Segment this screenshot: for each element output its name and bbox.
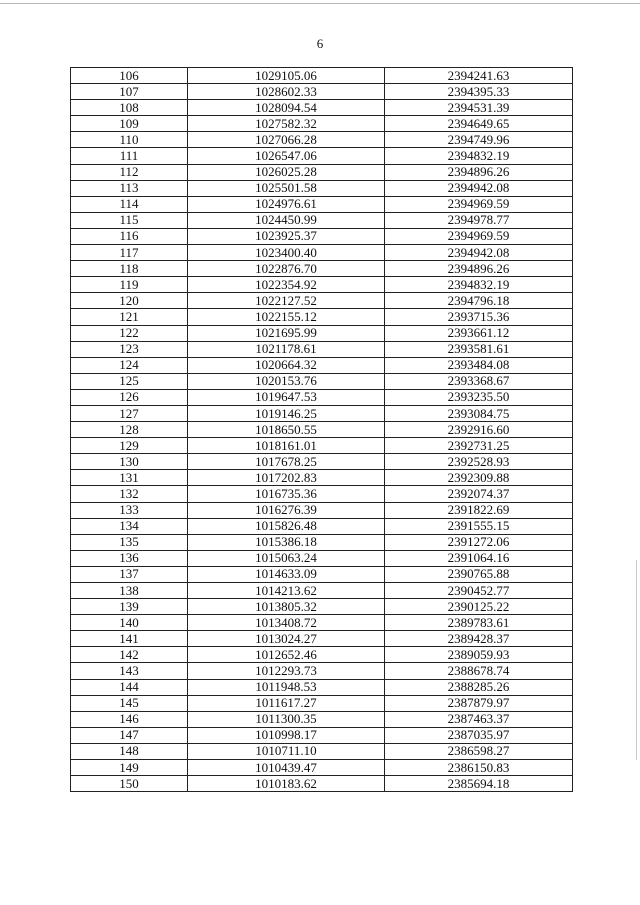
x-coordinate-cell: 1027066.28 — [188, 132, 385, 148]
table-row — [71, 679, 573, 695]
x-coordinate-cell: 1011300.35 — [188, 711, 385, 727]
point-number-cell: 147 — [71, 727, 188, 743]
table-row — [71, 100, 573, 116]
point-number-cell: 132 — [71, 486, 188, 502]
point-number-cell: 108 — [71, 100, 188, 116]
y-coordinate-cell: 2393715.36 — [385, 309, 573, 325]
table-row — [71, 518, 573, 534]
point-number-cell: 109 — [71, 116, 188, 132]
table-row — [71, 470, 573, 486]
table-row — [71, 486, 573, 502]
table-row — [71, 711, 573, 727]
point-number-cell: 135 — [71, 534, 188, 550]
y-coordinate-cell: 2390452.77 — [385, 583, 573, 599]
y-coordinate-cell: 2391555.15 — [385, 518, 573, 534]
table-row — [71, 534, 573, 550]
point-number-cell: 114 — [71, 196, 188, 212]
point-number-cell: 117 — [71, 245, 188, 261]
point-number-cell: 143 — [71, 663, 188, 679]
point-number-cell: 122 — [71, 325, 188, 341]
table-row — [71, 615, 573, 631]
table-row — [71, 599, 573, 615]
x-coordinate-cell: 1016276.39 — [188, 502, 385, 518]
table-row — [71, 84, 573, 100]
y-coordinate-cell: 2386598.27 — [385, 743, 573, 759]
point-number-cell: 138 — [71, 583, 188, 599]
x-coordinate-cell: 1018650.55 — [188, 422, 385, 438]
y-coordinate-cell: 2393581.61 — [385, 341, 573, 357]
y-coordinate-cell: 2385694.18 — [385, 776, 573, 792]
table-row — [71, 422, 573, 438]
point-number-cell: 142 — [71, 647, 188, 663]
table-row — [71, 132, 573, 148]
y-coordinate-cell: 2388285.26 — [385, 679, 573, 695]
table-row — [71, 325, 573, 341]
point-number-cell: 124 — [71, 357, 188, 373]
point-number-cell: 112 — [71, 164, 188, 180]
x-coordinate-cell: 1022354.92 — [188, 277, 385, 293]
point-number-cell: 136 — [71, 550, 188, 566]
table-row — [71, 261, 573, 277]
x-coordinate-cell: 1012293.73 — [188, 663, 385, 679]
table-row — [71, 389, 573, 405]
x-coordinate-cell: 1013408.72 — [188, 615, 385, 631]
x-coordinate-cell: 1023400.40 — [188, 245, 385, 261]
point-number-cell: 110 — [71, 132, 188, 148]
table-row — [71, 727, 573, 743]
table-row — [71, 116, 573, 132]
x-coordinate-cell: 1023925.37 — [188, 228, 385, 244]
y-coordinate-cell: 2394978.77 — [385, 212, 573, 228]
y-coordinate-cell: 2387879.97 — [385, 695, 573, 711]
x-coordinate-cell: 1025501.58 — [188, 180, 385, 196]
table-row — [71, 212, 573, 228]
coordinates-table-body — [71, 68, 573, 792]
top-rule — [0, 3, 640, 4]
point-number-cell: 133 — [71, 502, 188, 518]
y-coordinate-cell: 2391822.69 — [385, 502, 573, 518]
y-coordinate-cell: 2389428.37 — [385, 631, 573, 647]
table-row — [71, 743, 573, 759]
x-coordinate-cell: 1010183.62 — [188, 776, 385, 792]
x-coordinate-cell: 1015826.48 — [188, 518, 385, 534]
point-number-cell: 137 — [71, 566, 188, 582]
x-coordinate-cell: 1010711.10 — [188, 743, 385, 759]
x-coordinate-cell: 1022155.12 — [188, 309, 385, 325]
x-coordinate-cell: 1026025.28 — [188, 164, 385, 180]
point-number-cell: 106 — [71, 68, 188, 84]
table-row — [71, 164, 573, 180]
y-coordinate-cell: 2394749.96 — [385, 132, 573, 148]
x-coordinate-cell: 1027582.32 — [188, 116, 385, 132]
x-coordinate-cell: 1024450.99 — [188, 212, 385, 228]
y-coordinate-cell: 2394969.59 — [385, 196, 573, 212]
x-coordinate-cell: 1013805.32 — [188, 599, 385, 615]
y-coordinate-cell: 2393235.50 — [385, 389, 573, 405]
point-number-cell: 107 — [71, 84, 188, 100]
table-row — [71, 583, 573, 599]
point-number-cell: 119 — [71, 277, 188, 293]
y-coordinate-cell: 2387035.97 — [385, 727, 573, 743]
table-row — [71, 357, 573, 373]
x-coordinate-cell: 1028094.54 — [188, 100, 385, 116]
table-row — [71, 566, 573, 582]
point-number-cell: 130 — [71, 454, 188, 470]
y-coordinate-cell: 2394832.19 — [385, 148, 573, 164]
y-coordinate-cell: 2394942.08 — [385, 245, 573, 261]
x-coordinate-cell: 1017202.83 — [188, 470, 385, 486]
y-coordinate-cell: 2394896.26 — [385, 164, 573, 180]
table-row — [71, 341, 573, 357]
x-coordinate-cell: 1022876.70 — [188, 261, 385, 277]
point-number-cell: 150 — [71, 776, 188, 792]
x-coordinate-cell: 1015063.24 — [188, 550, 385, 566]
point-number-cell: 134 — [71, 518, 188, 534]
table-row — [71, 454, 573, 470]
table-row — [71, 373, 573, 389]
point-number-cell: 111 — [71, 148, 188, 164]
x-coordinate-cell: 1021695.99 — [188, 325, 385, 341]
table-row — [71, 647, 573, 663]
x-coordinate-cell: 1028602.33 — [188, 84, 385, 100]
x-coordinate-cell: 1020153.76 — [188, 373, 385, 389]
x-coordinate-cell: 1024976.61 — [188, 196, 385, 212]
x-coordinate-cell: 1016735.36 — [188, 486, 385, 502]
point-number-cell: 146 — [71, 711, 188, 727]
coordinates-table — [70, 67, 573, 792]
y-coordinate-cell: 2390765.88 — [385, 566, 573, 582]
y-coordinate-cell: 2388678.74 — [385, 663, 573, 679]
y-coordinate-cell: 2394969.59 — [385, 228, 573, 244]
x-coordinate-cell: 1026547.06 — [188, 148, 385, 164]
point-number-cell: 118 — [71, 261, 188, 277]
point-number-cell: 129 — [71, 438, 188, 454]
x-coordinate-cell: 1022127.52 — [188, 293, 385, 309]
table-row — [71, 245, 573, 261]
x-coordinate-cell: 1029105.06 — [188, 68, 385, 84]
point-number-cell: 126 — [71, 389, 188, 405]
y-coordinate-cell: 2394796.18 — [385, 293, 573, 309]
table-row — [71, 663, 573, 679]
table-row — [71, 196, 573, 212]
y-coordinate-cell: 2391064.16 — [385, 550, 573, 566]
y-coordinate-cell: 2394896.26 — [385, 261, 573, 277]
point-number-cell: 148 — [71, 743, 188, 759]
table-row — [71, 148, 573, 164]
y-coordinate-cell: 2387463.37 — [385, 711, 573, 727]
y-coordinate-cell: 2393368.67 — [385, 373, 573, 389]
point-number-cell: 125 — [71, 373, 188, 389]
x-coordinate-cell: 1015386.18 — [188, 534, 385, 550]
y-coordinate-cell: 2391272.06 — [385, 534, 573, 550]
point-number-cell: 127 — [71, 405, 188, 421]
point-number-cell: 139 — [71, 599, 188, 615]
table-row — [71, 776, 573, 792]
y-coordinate-cell: 2394531.39 — [385, 100, 573, 116]
y-coordinate-cell: 2394942.08 — [385, 180, 573, 196]
x-coordinate-cell: 1019146.25 — [188, 405, 385, 421]
x-coordinate-cell: 1010998.17 — [188, 727, 385, 743]
table-row — [71, 695, 573, 711]
y-coordinate-cell: 2392916.60 — [385, 422, 573, 438]
x-coordinate-cell: 1021178.61 — [188, 341, 385, 357]
table-row — [71, 405, 573, 421]
x-coordinate-cell: 1017678.25 — [188, 454, 385, 470]
point-number-cell: 121 — [71, 309, 188, 325]
point-number-cell: 144 — [71, 679, 188, 695]
point-number-cell: 115 — [71, 212, 188, 228]
point-number-cell: 128 — [71, 422, 188, 438]
point-number-cell: 149 — [71, 760, 188, 776]
x-coordinate-cell: 1011617.27 — [188, 695, 385, 711]
table-row — [71, 180, 573, 196]
x-coordinate-cell: 1018161.01 — [188, 438, 385, 454]
x-coordinate-cell: 1011948.53 — [188, 679, 385, 695]
x-coordinate-cell: 1013024.27 — [188, 631, 385, 647]
y-coordinate-cell: 2393661.12 — [385, 325, 573, 341]
table-row — [71, 309, 573, 325]
y-coordinate-cell: 2390125.22 — [385, 599, 573, 615]
point-number-cell: 131 — [71, 470, 188, 486]
table-row — [71, 68, 573, 84]
table-row — [71, 277, 573, 293]
point-number-cell: 116 — [71, 228, 188, 244]
point-number-cell: 140 — [71, 615, 188, 631]
page-edge-mark — [636, 560, 637, 760]
y-coordinate-cell: 2394649.65 — [385, 116, 573, 132]
y-coordinate-cell: 2393484.08 — [385, 357, 573, 373]
x-coordinate-cell: 1014213.62 — [188, 583, 385, 599]
y-coordinate-cell: 2392074.37 — [385, 486, 573, 502]
table-row — [71, 550, 573, 566]
y-coordinate-cell: 2389783.61 — [385, 615, 573, 631]
point-number-cell: 113 — [71, 180, 188, 196]
x-coordinate-cell: 1014633.09 — [188, 566, 385, 582]
y-coordinate-cell: 2393084.75 — [385, 405, 573, 421]
y-coordinate-cell: 2394832.19 — [385, 277, 573, 293]
y-coordinate-cell: 2392528.93 — [385, 454, 573, 470]
table-row — [71, 631, 573, 647]
table-row — [71, 293, 573, 309]
y-coordinate-cell: 2392309.88 — [385, 470, 573, 486]
table-row — [71, 502, 573, 518]
point-number-cell: 120 — [71, 293, 188, 309]
point-number-cell: 145 — [71, 695, 188, 711]
x-coordinate-cell: 1010439.47 — [188, 760, 385, 776]
table-row — [71, 228, 573, 244]
table-row — [71, 760, 573, 776]
point-number-cell: 123 — [71, 341, 188, 357]
table-row — [71, 438, 573, 454]
x-coordinate-cell: 1012652.46 — [188, 647, 385, 663]
y-coordinate-cell: 2394395.33 — [385, 84, 573, 100]
point-number-cell: 141 — [71, 631, 188, 647]
y-coordinate-cell: 2394241.63 — [385, 68, 573, 84]
x-coordinate-cell: 1019647.53 — [188, 389, 385, 405]
y-coordinate-cell: 2389059.93 — [385, 647, 573, 663]
y-coordinate-cell: 2386150.83 — [385, 760, 573, 776]
x-coordinate-cell: 1020664.32 — [188, 357, 385, 373]
page-number: 6 — [316, 36, 324, 51]
y-coordinate-cell: 2392731.25 — [385, 438, 573, 454]
